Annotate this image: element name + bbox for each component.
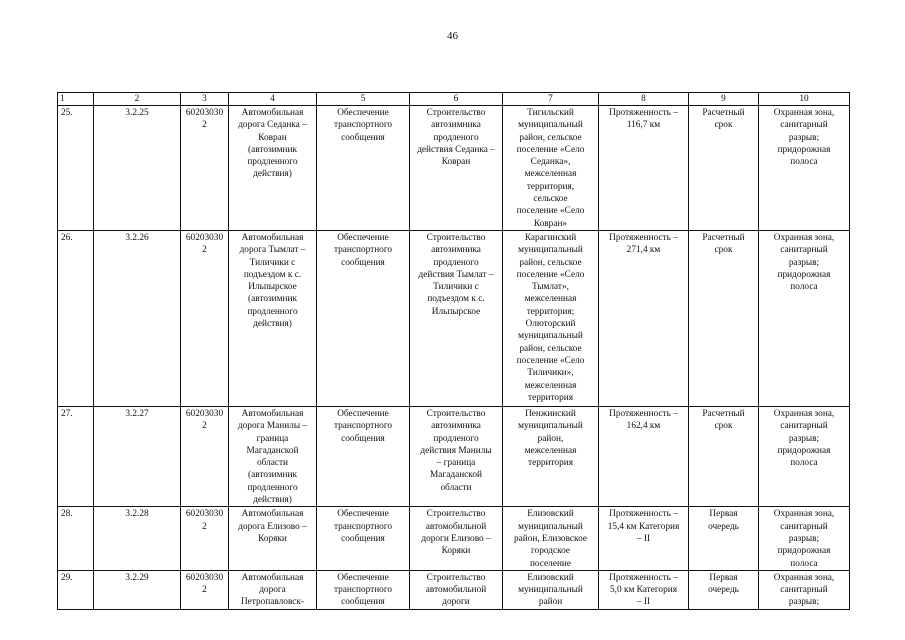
column-header: 2 [94, 93, 181, 106]
column-header: 4 [229, 93, 317, 106]
row-number-cell: 25. [58, 106, 94, 231]
location-cell: Карагинский муниципальный район, сельское поселение «Село Тымлат», межселенная территория; Олюторский муниципальный район, сельское поселение «Село Тиличики», межселенная территория [503, 230, 599, 406]
characteristics-cell: Протяженность – 116,7 км [599, 106, 689, 231]
page-number: 46 [447, 30, 458, 42]
column-header: 6 [410, 93, 503, 106]
location-cell: Елизовский муниципальный район, Елизовское городское поселение [503, 507, 599, 570]
table-row [58, 406, 850, 506]
purpose-cell: Обеспечение транспортного сообщения [317, 570, 410, 609]
column-number-row [58, 93, 850, 106]
term-cell: Первая очередь [689, 507, 759, 570]
zones-cell: Охранная зона, санитарный разрыв; придорожная полоса [759, 106, 850, 231]
kod-cell: 602030302 [181, 570, 229, 609]
term-cell: Расчетный срок [689, 106, 759, 231]
action-cell: Строительство автозимника продленого действия Тымлат – Тиличики с подъездом к с. Ильпырское [410, 230, 503, 406]
column-header: 9 [689, 93, 759, 106]
row-number-cell: 28. [58, 507, 94, 570]
kod-cell: 602030302 [181, 406, 229, 506]
kod-cell: 602030302 [181, 507, 229, 570]
action-cell: Строительство автомобильной дороги [410, 570, 503, 609]
zones-cell: Охранная зона, санитарный разрыв; придорожная полоса [759, 406, 850, 506]
characteristics-cell: Протяженность – 162,4 км [599, 406, 689, 506]
zones-cell: Охранная зона, санитарный разрыв; придорожная полоса [759, 230, 850, 406]
column-header: 10 [759, 93, 850, 106]
code-cell: 3.2.26 [94, 230, 181, 406]
term-cell: Первая очередь [689, 570, 759, 609]
action-cell: Строительство автомобильной дороги Елизово – Коряки [410, 507, 503, 570]
term-cell: Расчетный срок [689, 230, 759, 406]
code-cell: 3.2.27 [94, 406, 181, 506]
characteristics-cell: Протяженность – 271,4 км [599, 230, 689, 406]
row-number-cell: 27. [58, 406, 94, 506]
table-row [58, 570, 850, 609]
column-header: 3 [181, 93, 229, 106]
kod-cell: 602030302 [181, 106, 229, 231]
action-cell: Строительство автозимника продленого действия Манилы – граница Магаданской области [410, 406, 503, 506]
row-number-cell: 26. [58, 230, 94, 406]
term-cell: Расчетный срок [689, 406, 759, 506]
zones-cell: Охранная зона, санитарный разрыв; придорожная полоса [759, 507, 850, 570]
location-cell: Пенжинский муниципальный район, межселенная территория [503, 406, 599, 506]
table-row [58, 230, 850, 406]
location-cell: Елизовский муниципальный район [503, 570, 599, 609]
purpose-cell: Обеспечение транспортного сообщения [317, 230, 410, 406]
code-cell: 3.2.29 [94, 570, 181, 609]
table-row [58, 106, 850, 231]
name-cell: Автомобильная дорога Тымлат – Тиличики с подъездом к с. Ильпырское (автозимник продленного действия) [229, 230, 317, 406]
characteristics-cell: Протяженность – 15,4 км Категория – II [599, 507, 689, 570]
row-number-cell: 29. [58, 570, 94, 609]
code-cell: 3.2.28 [94, 507, 181, 570]
name-cell: Автомобильная дорога Петропавловск- [229, 570, 317, 609]
column-header: 7 [503, 93, 599, 106]
column-header: 8 [599, 93, 689, 106]
name-cell: Автомобильная дорога Елизово – Коряки [229, 507, 317, 570]
zones-cell: Охранная зона, санитарный разрыв; [759, 570, 850, 609]
name-cell: Автомобильная дорога Манилы – граница Магаданской области (автозимник продленного действия) [229, 406, 317, 506]
planned-objects-table [57, 92, 850, 610]
purpose-cell: Обеспечение транспортного сообщения [317, 406, 410, 506]
code-cell: 3.2.25 [94, 106, 181, 231]
column-header: 5 [317, 93, 410, 106]
characteristics-cell: Протяженность – 5,0 км Категория – II [599, 570, 689, 609]
kod-cell: 602030302 [181, 230, 229, 406]
location-cell: Тигильский муниципальный район, сельское поселение «Село Седанка», межселенная территория, сельское поселение «Село Ковран» [503, 106, 599, 231]
column-header: 1 [58, 93, 94, 106]
purpose-cell: Обеспечение транспортного сообщения [317, 106, 410, 231]
table-row [58, 507, 850, 570]
action-cell: Строительство автозимника продленого действия Седанка – Ковран [410, 106, 503, 231]
name-cell: Автомобильная дорога Седанка – Ковран (автозимник продленного действия) [229, 106, 317, 231]
purpose-cell: Обеспечение транспортного сообщения [317, 507, 410, 570]
